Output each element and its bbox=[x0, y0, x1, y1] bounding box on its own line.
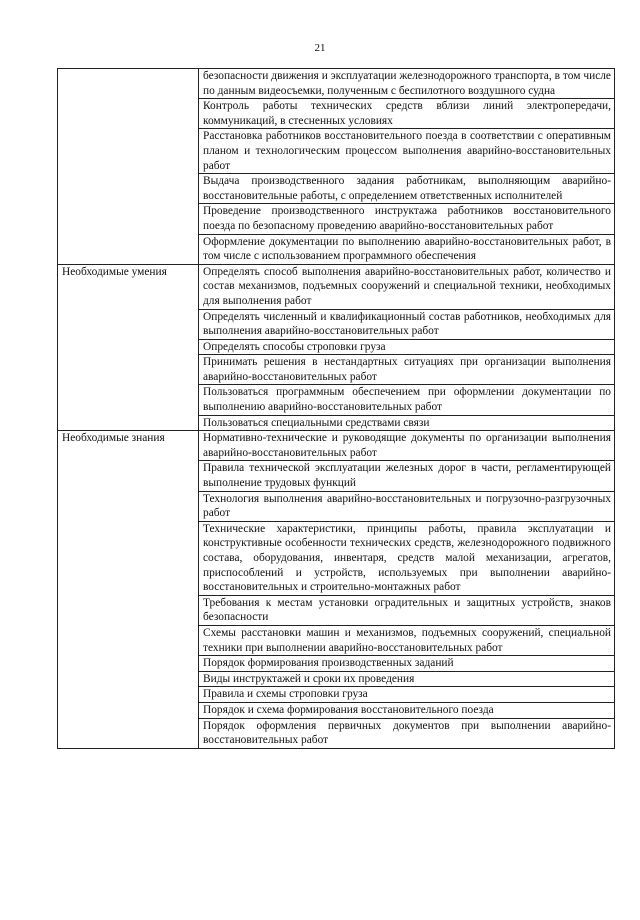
table-cell: Проведение производственного инструктажа работников восстановительного поезда по безопасному проведению аварийно-восстановительных работ bbox=[199, 204, 615, 234]
table-row bbox=[58, 431, 615, 461]
table-cell: Оформление документации по выполнению аварийно-восстановительных работ, в том числе с использованием программного обеспечения bbox=[199, 234, 615, 264]
table-cell: Виды инструктажей и сроки их проведения bbox=[199, 671, 615, 687]
table-cell: Определять численный и квалификационный состав работников, необходимых для выполнения аварийно-восстановительных работ bbox=[199, 309, 615, 339]
table-cell: Нормативно-технические и руководящие документы по организации выполнения аварийно-восстановительных работ bbox=[199, 431, 615, 461]
table-cell: Расстановка работников восстановительного поезда в соответствии с оперативным планом и технологическим процессом выполнения аварийно-восстановительных работ bbox=[199, 129, 615, 174]
table-cell: Требования к местам установки оградительных и защитных устройств, знаков безопасности bbox=[199, 595, 615, 625]
competency-table bbox=[57, 68, 615, 749]
table-cell: Контроль работы технических средств вблизи линий электропередачи, коммуникаций, в стесненных условиях bbox=[199, 99, 615, 129]
table-cell: Технология выполнения аварийно-восстановительных и погрузочно-разгрузочных работ bbox=[199, 491, 615, 521]
table-cell: Принимать решения в нестандартных ситуациях при организации выполнения аварийно-восстановительных работ bbox=[199, 355, 615, 385]
table-cell: Пользоваться программным обеспечением при оформлении документации по выполнению аварийно-восстановительных работ bbox=[199, 385, 615, 415]
page-number: 21 bbox=[314, 42, 326, 54]
table-cell: Выдача производственного задания работникам, выполняющим аварийно-восстановительные работы, с определением ответственных исполнителей bbox=[199, 174, 615, 204]
section-label-knowledge: Необходимые знания bbox=[58, 431, 199, 748]
section-label-labor-actions bbox=[58, 69, 199, 265]
table-cell: Пользоваться специальными средствами связи bbox=[199, 415, 615, 431]
table-cell: Определять способ выполнения аварийно-восстановительных работ, количество и состав механизмов, подъемных сооружений и специальной техники, необходимых для выполнения работ bbox=[199, 264, 615, 309]
table-cell: Определять способы строповки груза bbox=[199, 339, 615, 355]
table-row bbox=[58, 69, 615, 99]
table-cell: Схемы расстановки машин и механизмов, подъемных сооружений, специальной техники при выполнении аварийно-восстановительных работ bbox=[199, 625, 615, 655]
section-label-skills: Необходимые умения bbox=[58, 264, 199, 431]
table-cell: безопасности движения и эксплуатации железнодорожного транспорта, в том числе по данным видеосъемки, полученным с беспилотного воздушного судна bbox=[199, 69, 615, 99]
table-cell: Порядок и схема формирования восстановительного поезда bbox=[199, 702, 615, 718]
table-row bbox=[58, 264, 615, 309]
table-cell: Порядок оформления первичных документов при выполнении аварийно-восстановительных работ bbox=[199, 718, 615, 748]
table-cell: Правила технической эксплуатации железных дорог в части, регламентирующей выполнение трудовых функций bbox=[199, 461, 615, 491]
table-cell: Технические характеристики, принципы работы, правила эксплуатации и конструктивные особенности технических средств, железнодорожного подвижного состава, оборудования, инвентаря, средств малой механизации, агрегатов, приспособлений и устройств, используемых при выполнении аварийно-восстановительных и строительно-монтажных работ bbox=[199, 521, 615, 595]
table-cell: Правила и схемы строповки груза bbox=[199, 687, 615, 703]
table-cell: Порядок формирования производственных заданий bbox=[199, 656, 615, 672]
